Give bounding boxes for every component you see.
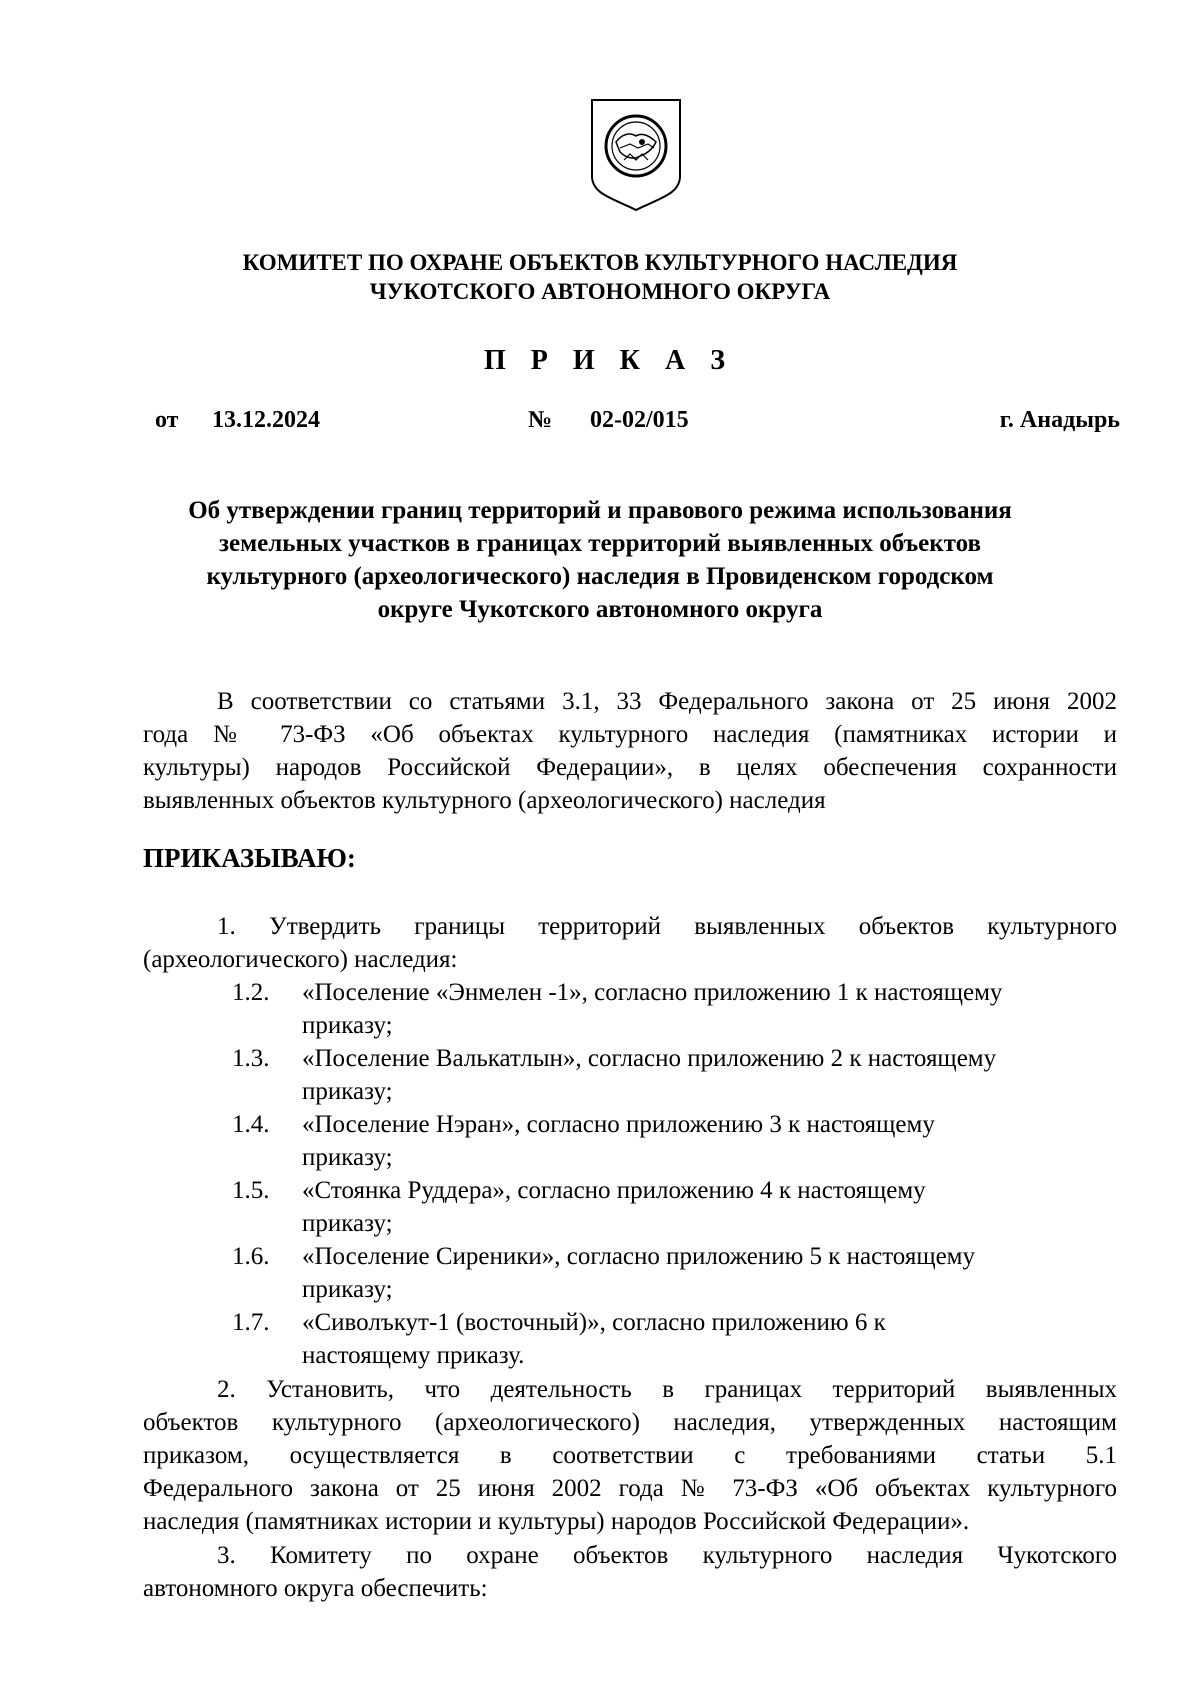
title-line: Об утверждении границ территорий и правового режима использования [188, 497, 1012, 524]
title-line: культурного (археологического) наследия в Провиденском городском [206, 563, 994, 590]
subitem-text: «Поселение «Энмелен -1», согласно приложению 1 к настоящему [302, 979, 1003, 1006]
subitem-number: 1.6. [232, 1243, 270, 1270]
point-3-line: автономного округа обеспечить: [143, 1575, 488, 1602]
title-line: округе Чукотского автономного округа [377, 596, 823, 623]
document-date: 13.12.2024 [212, 407, 320, 433]
document-type-heading: П Р И К А З [484, 345, 734, 376]
subitem-text: приказу; [302, 1276, 393, 1303]
subitem-text: «Поселение Нэран», согласно приложению 3 к настоящему [302, 1111, 935, 1138]
subitem-text: «Поселение Валькатлын», согласно приложению 2 к настоящему [302, 1045, 997, 1072]
order-keyword: ПРИКАЗЫВАЮ: [143, 843, 356, 873]
subitem-text: настоящему приказу. [302, 1342, 525, 1369]
subitem-text: приказу; [302, 1012, 393, 1039]
point-3-line: 3. Комитету по охране объектов культурного наследия Чукотского [217, 1542, 1117, 1569]
subitem-text: приказу; [302, 1078, 393, 1105]
organization-name-line-1: КОМИТЕТ ПО ОХРАНЕ ОБЪЕКТОВ КУЛЬТУРНОГО НАСЛЕДИЯ [242, 250, 958, 275]
document-city: г. Анадырь [999, 407, 1120, 433]
preamble-line: В соответствии со статьями 3.1, 33 Федерального закона от 25 июня 2002 [217, 688, 1117, 715]
subitem-number: 1.5. [232, 1177, 270, 1204]
preamble-line: года № 73-ФЗ «Об объектах культурного наследия (памятниках истории и [143, 721, 1117, 748]
point-2-line: Федерального закона от 25 июня 2002 года № 73-ФЗ «Об объектах культурного [143, 1475, 1117, 1502]
point-2-line: наследия (памятниках истории и культуры) народов Российской Федерации». [143, 1508, 970, 1535]
subitem-text: «Стоянка Руддера», согласно приложению 4 к настоящему [302, 1177, 926, 1204]
subitem-text: «Поселение Сиреники», согласно приложению 5 к настоящему [302, 1243, 975, 1270]
subitem-text: «Сиволъкут-1 (восточный)», согласно приложению 6 к [302, 1309, 886, 1336]
subitem-number: 1.3. [232, 1045, 270, 1072]
subitem-number: 1.4. [232, 1111, 270, 1138]
number-sign: № [528, 407, 553, 433]
title-line: земельных участков в границах территорий выявленных объектов [218, 530, 982, 557]
point-2-line: 2. Установить, что деятельность в границах территорий выявленных [217, 1376, 1117, 1403]
coat-of-arms-emblem [590, 98, 682, 212]
document-number: 02-02/015 [590, 407, 689, 433]
point-2-line: приказом, осуществляется в соответствии с требованиями статьи 5.1 [143, 1442, 1117, 1469]
preamble-line: культуры) народов Российской Федерации», в целях обеспечения сохранности [143, 754, 1117, 781]
point-1-line: (археологического) наследия: [143, 946, 458, 973]
organization-name-line-2: ЧУКОТСКОГО АВТОНОМНОГО ОКРУГА [369, 279, 831, 304]
point-2-line: объектов культурного (археологического) наследия, утвержденных настоящим [143, 1409, 1117, 1436]
date-prefix: от [155, 407, 179, 433]
subitem-text: приказу; [302, 1144, 393, 1171]
subitem-text: приказу; [302, 1210, 393, 1237]
document-title [0, 494, 1200, 626]
preamble-line: выявленных объектов культурного (археологического) наследия [143, 787, 826, 814]
point-1-line: 1. Утвердить границы территорий выявленных объектов культурного [217, 913, 1117, 940]
subitem-number: 1.7. [232, 1309, 270, 1336]
subitem-number: 1.2. [232, 979, 270, 1006]
